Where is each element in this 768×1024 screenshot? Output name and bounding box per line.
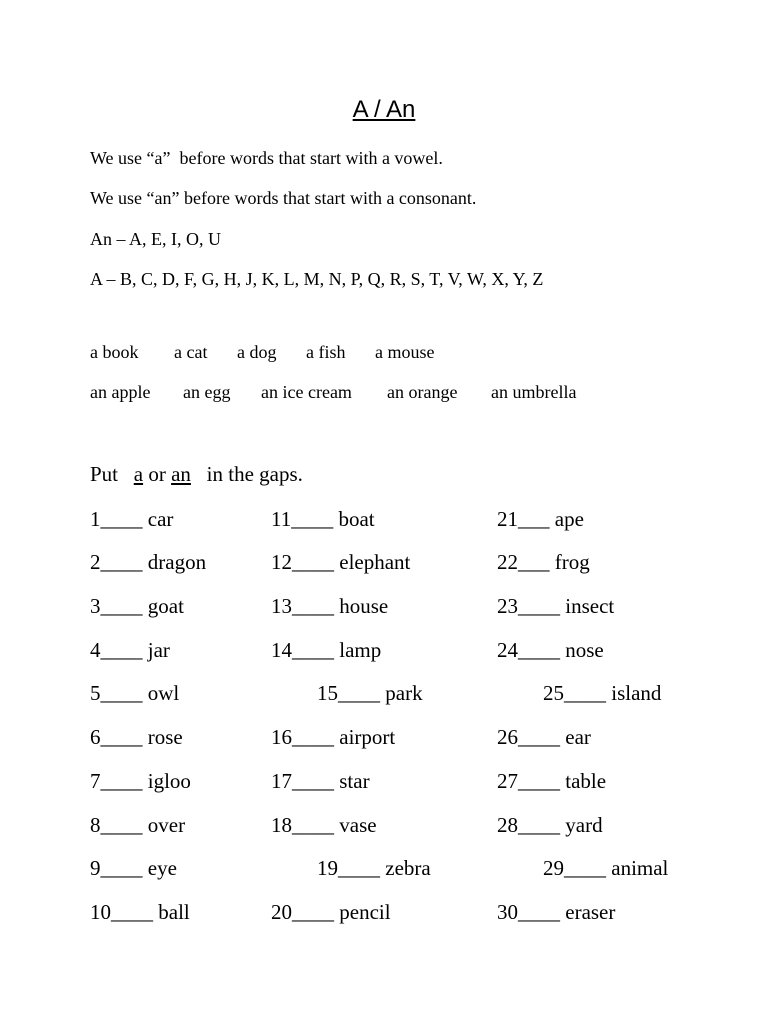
instruction-option-a: a bbox=[133, 462, 144, 486]
example-an-1: an apple bbox=[90, 382, 151, 402]
rule-line-1: We use “a” before words that start with a vowel. bbox=[90, 148, 443, 168]
example-a-5: a mouse bbox=[375, 342, 435, 362]
exercise-item: 16____ airport bbox=[271, 725, 396, 749]
example-a-2: a cat bbox=[174, 342, 208, 362]
exercise-item: 15____ park bbox=[317, 681, 423, 705]
example-an-4: an orange bbox=[387, 382, 458, 402]
instruction-suffix: in the gaps. bbox=[206, 462, 303, 486]
exercise-item: 9____ eye bbox=[90, 856, 177, 880]
exercise-item: 11____ boat bbox=[271, 507, 375, 531]
exercise-item: 21___ ape bbox=[497, 507, 584, 531]
exercise-item: 1____ car bbox=[90, 507, 174, 531]
exercise-item: 30____ eraser bbox=[497, 900, 616, 924]
exercise-item: 23____ insect bbox=[497, 594, 615, 618]
instruction-option-an: an bbox=[171, 462, 191, 486]
instruction-prefix: Put bbox=[90, 462, 119, 486]
exercise-item: 5____ owl bbox=[90, 681, 180, 705]
example-an-2: an egg bbox=[183, 382, 231, 402]
example-an-3: an ice cream bbox=[261, 382, 352, 402]
exercise-item: 20____ pencil bbox=[271, 900, 391, 924]
exercise-item: 13____ house bbox=[271, 594, 389, 618]
exercise-item: 6____ rose bbox=[90, 725, 183, 749]
instruction-middle: or bbox=[148, 462, 166, 486]
exercise-item: 22___ frog bbox=[497, 550, 590, 574]
rule-line-4: A – B, C, D, F, G, H, J, K, L, M, N, P, Q, R, S, T, V, W, X, Y, Z bbox=[90, 269, 544, 289]
exercise-item: 18____ vase bbox=[271, 813, 377, 837]
example-a-4: a fish bbox=[306, 342, 346, 362]
exercise-item: 28____ yard bbox=[497, 813, 603, 837]
instruction bbox=[90, 461, 303, 487]
exercise-item: 19____ zebra bbox=[317, 856, 431, 880]
example-a-1: a book bbox=[90, 342, 139, 362]
exercise-item: 29____ animal bbox=[543, 856, 669, 880]
exercise-item: 2____ dragon bbox=[90, 550, 207, 574]
page-title: A / An bbox=[352, 96, 416, 123]
exercise-item: 3____ goat bbox=[90, 594, 184, 618]
exercise-item: 7____ igloo bbox=[90, 769, 191, 793]
rule-line-3: An – A, E, I, O, U bbox=[90, 229, 221, 249]
exercise-item: 25____ island bbox=[543, 681, 662, 705]
exercise-item: 14____ lamp bbox=[271, 638, 382, 662]
exercise-item: 4____ jar bbox=[90, 638, 170, 662]
exercise-item: 24____ nose bbox=[497, 638, 604, 662]
exercise-item: 17____ star bbox=[271, 769, 370, 793]
exercise-item: 12____ elephant bbox=[271, 550, 411, 574]
exercise-item: 8____ over bbox=[90, 813, 186, 837]
exercise-item: 27____ table bbox=[497, 769, 607, 793]
rule-line-2: We use “an” before words that start with a consonant. bbox=[90, 188, 477, 208]
example-a-3: a dog bbox=[237, 342, 277, 362]
exercise-item: 26____ ear bbox=[497, 725, 591, 749]
exercise-item: 10____ ball bbox=[90, 900, 190, 924]
example-an-5: an umbrella bbox=[491, 382, 577, 402]
